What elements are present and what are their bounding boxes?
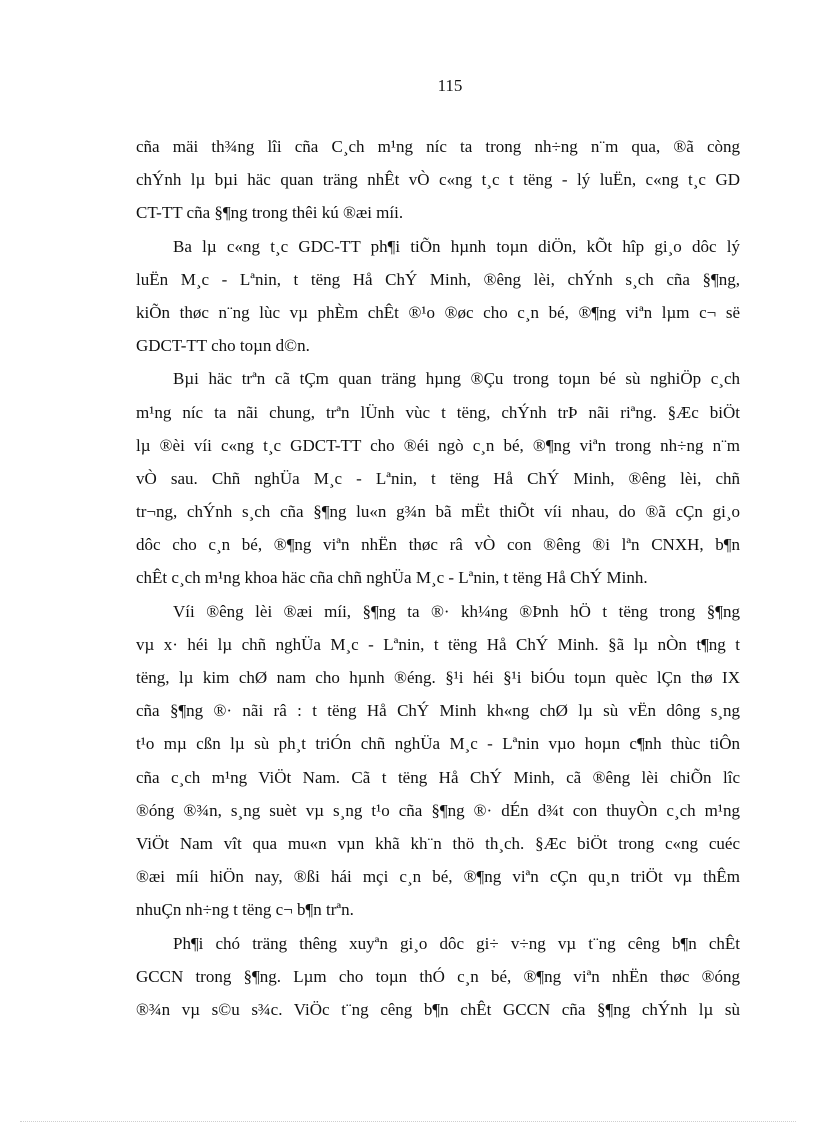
text-line: m¹ng níc ta nãi chung, trªn lÜnh vùc t tëng, chÝnh trÞ nãi riªng. §Æc biÖt [136, 402, 740, 422]
text-line: t¹o mµ cßn lµ sù ph¸t triÓn chñ nghÜa M¸c - Lªnin vµo hoµn c¶nh thùc tiÔn [136, 734, 740, 754]
text-line: GDCT-TT cho toµn d©n. [136, 336, 310, 356]
text-line: chÝnh lµ bµi häc quan träng nhÊt vÒ c«ng t¸c t tëng - lý luËn, c«ng t¸c GD [136, 170, 740, 190]
text-line: tëng, lµ kim chØ nam cho hµnh ®éng. §¹i héi §¹i biÓu toµn quèc lÇn thø IX [136, 668, 740, 687]
body-text [136, 130, 740, 1026]
text-line: dôc cho c¸n bé, ®¶ng viªn nhËn thøc râ vÒ con ®êng ®i lªn CNXH, b¶n [136, 535, 740, 555]
paragraph-first-line: Bµi häc trªn cã tÇm quan träng hµng ®Çu trong toµn bé sù nghiÖp c¸ch [173, 369, 740, 389]
text-line: ViÖt Nam vît qua mu«n vµn khã kh¨n thö th¸ch. §Æc biÖt trong c«ng cuéc [136, 833, 740, 853]
page-bottom-border [20, 1121, 796, 1122]
text-line: ®æi míi hiÖn nay, ®ßi hái mçi c¸n bé, ®¶ng viªn cÇn qu¸n triÖt vµ thÊm [136, 867, 740, 887]
text-line: vÒ sau. Chñ nghÜa M¸c - Lªnin, t tëng Hå ChÝ Minh, ®êng lèi, chñ [136, 468, 740, 488]
text-line: CT-TT cña §¶ng trong thêi kú ®æi míi. [136, 203, 404, 223]
page-number: 115 [437, 76, 463, 95]
text-line: nhuÇn nh÷ng t tëng c¬ b¶n trªn. [136, 900, 354, 920]
text-line: vµ x· héi lµ chñ nghÜa M¸c - Lªnin, t tëng Hå ChÝ Minh. §ã lµ nÒn t¶ng t [136, 634, 740, 654]
text-line: GCCN trong §¶ng. Lµm cho toµn thÓ c¸n bé, ®¶ng viªn nhËn thøc ®óng [136, 966, 740, 986]
paragraph-first-line: Ph¶i chó träng thêng xuyªn gi¸o dôc gi÷ v÷ng vµ t¨ng cêng b¶n chÊt [173, 933, 740, 953]
text-line: lµ ®èi víi c«ng t¸c GDCT-TT cho ®éi ngò c¸n bé, ®¶ng viªn trong nh÷ng n¨m [136, 435, 740, 455]
text-line: kiÕn thøc n¨ng lùc vµ phÈm chÊt ®¹o ®øc cho c¸n bé, ®¶ng viªn lµm c¬ së [136, 302, 740, 322]
text-line: chÊt c¸ch m¹ng khoa häc cña chñ nghÜa M¸c - Lªnin, t tëng Hå ChÝ Minh. [136, 568, 648, 588]
text-line: luËn M¸c - Lªnin, t tëng Hå ChÝ Minh, ®êng lèi, chÝnh s¸ch cña §¶ng, [136, 269, 740, 289]
text-line: ®¾n vµ s©u s¾c. ViÖc t¨ng cêng b¶n chÊt GCCN cña §¶ng chÝnh lµ sù [136, 999, 740, 1019]
paragraph-first-line: Ba lµ c«ng t¸c GDC-TT ph¶i tiÕn hµnh toµn diÖn, kÕt hîp gi¸o dôc lý [173, 236, 740, 256]
text-line: ®óng ®¾n, s¸ng suèt vµ s¸ng t¹o cña §¶ng ®· dÉn d¾t con thuyÒn c¸ch m¹ng [136, 800, 740, 820]
text-line: cña §¶ng ®· nãi râ : t tëng Hå ChÝ Minh kh«ng chØ lµ sù vËn dông s¸ng [136, 701, 740, 721]
text-line: cña c¸ch m¹ng ViÖt Nam. Cã t tëng Hå ChÝ Minh, cã ®êng lèi chiÕn lîc [136, 767, 740, 787]
text-line: cña mäi th¾ng lîi cña C¸ch m¹ng níc ta trong nh÷ng n¨m qua, ®ã còng [136, 137, 740, 156]
text-line: tr¬ng, chÝnh s¸ch cña §¶ng lu«n g¾n bã mËt thiÕt víi nhau, do ®ã cÇn gi¸o [136, 502, 740, 522]
paragraph-first-line: Víi ®êng lèi ®æi míi, §¶ng ta ®· kh¼ng ®Þnh hÖ t tëng trong §¶ng [173, 601, 740, 621]
